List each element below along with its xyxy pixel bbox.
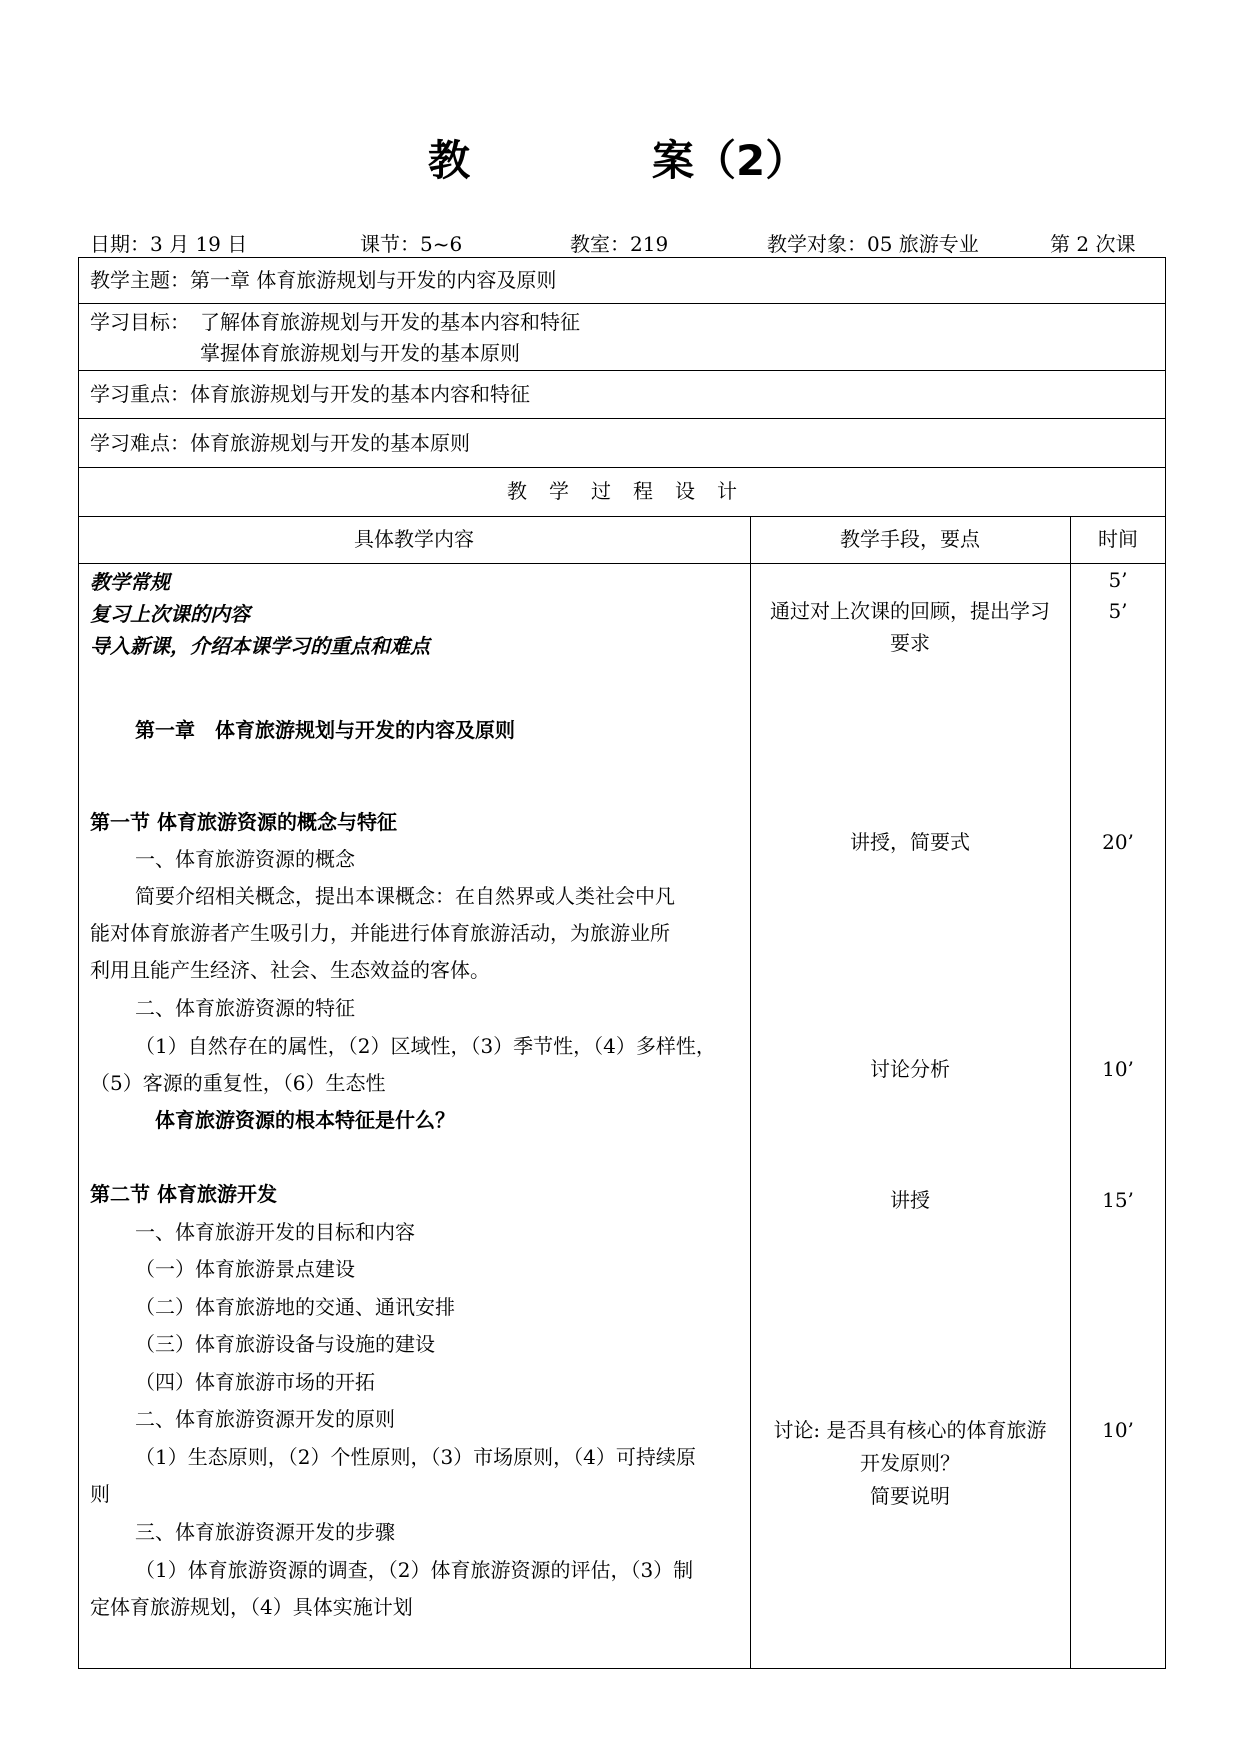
time-value: 10’ xyxy=(1102,1057,1134,1081)
method-text: 讲授，简要式 xyxy=(850,830,970,854)
method-text: 讨论: 是否具有核心的体育旅游 xyxy=(773,1418,1047,1442)
row-divider xyxy=(78,467,1166,468)
section-heading: 第一节 体育旅游资源的概念与特征 xyxy=(90,810,397,834)
document-title xyxy=(0,128,1241,188)
time-value: 10’ xyxy=(1102,1418,1134,1442)
method-text: 讨论分析 xyxy=(870,1057,950,1081)
goal-label: 学习目标： xyxy=(90,310,190,334)
row-divider xyxy=(78,516,1166,517)
section-heading: 第二节 体育旅游开发 xyxy=(90,1182,277,1206)
method-text: 开发原则？ xyxy=(860,1451,960,1475)
difficulty: 学习难点：体育旅游规划与开发的基本原则 xyxy=(90,431,470,455)
list-item: （一）体育旅游景点建设 xyxy=(135,1257,355,1281)
paragraph-line: 能对体育旅游者产生吸引力，并能进行体育旅游活动，为旅游业所 xyxy=(90,921,670,945)
subsection-heading: 二、体育旅游资源的特征 xyxy=(135,996,355,1020)
time-value: 5’ xyxy=(1108,599,1128,623)
paragraph-line: 利用且能产生经济、社会、生态效益的客体。 xyxy=(90,958,490,982)
paragraph-line: 简要介绍相关概念，提出本课概念：在自然界或人类社会中凡 xyxy=(135,884,675,908)
meta-room: 教室：219 xyxy=(570,232,669,256)
meta-audience: 教学对象：05 旅游专业 xyxy=(767,232,979,256)
process-header: 教学过程设计 xyxy=(507,479,759,503)
title-part-1: 教 xyxy=(428,136,471,185)
teaching-theme: 教学主题：第一章 体育旅游规划与开发的内容及原则 xyxy=(90,268,557,292)
paragraph-line: （1）自然存在的属性，（2）区域性，（3）季节性，（4）多样性， xyxy=(135,1034,716,1058)
routine-line: 复习上次课的内容 xyxy=(90,602,250,626)
method-text: 讲授 xyxy=(890,1188,930,1212)
subsection-heading: 一、体育旅游开发的目标和内容 xyxy=(135,1220,415,1244)
meta-period: 课节：5~6 xyxy=(360,232,463,256)
subsection-heading: 一、体育旅游资源的概念 xyxy=(135,847,355,871)
paragraph-line: 定体育旅游规划，（4）具体实施计划 xyxy=(90,1595,413,1619)
meta-date: 日期：3 月 19 日 xyxy=(90,232,248,256)
meta-lesson-no: 第 2 次课 xyxy=(1050,232,1136,256)
goal-item-1: 了解体育旅游规划与开发的基本内容和特征 xyxy=(200,310,580,334)
subsection-heading: 三、体育旅游资源开发的步骤 xyxy=(135,1520,395,1544)
list-item: （四）体育旅游市场的开拓 xyxy=(135,1370,375,1394)
method-text: 要求 xyxy=(890,631,930,655)
subsection-heading: 二、体育旅游资源开发的原则 xyxy=(135,1407,395,1431)
goal-item-2: 掌握体育旅游规划与开发的基本原则 xyxy=(200,341,520,365)
title-part-2: 案（2） xyxy=(652,136,808,185)
method-text: 简要说明 xyxy=(870,1484,950,1508)
list-item: （三）体育旅游设备与设施的建设 xyxy=(135,1332,435,1356)
column-header-time: 时间 xyxy=(1098,527,1138,551)
routine-line: 教学常规 xyxy=(90,570,170,594)
paragraph-line: 则 xyxy=(90,1482,110,1506)
time-value: 5’ xyxy=(1108,568,1128,592)
column-header-method: 教学手段，要点 xyxy=(840,527,980,551)
routine-line: 导入新课，介绍本课学习的重点和难点 xyxy=(90,634,430,658)
list-item: （二）体育旅游地的交通、通讯安排 xyxy=(135,1295,455,1319)
paragraph-line: （1）生态原则，（2）个性原则，（3）市场原则，（4）可持续原 xyxy=(135,1445,696,1469)
column-header-content: 具体教学内容 xyxy=(354,527,474,551)
method-text: 通过对上次课的回顾，提出学习 xyxy=(770,599,1050,623)
column-divider xyxy=(1070,516,1071,1669)
row-divider xyxy=(78,563,1166,564)
discussion-question: 体育旅游资源的根本特征是什么？ xyxy=(155,1108,455,1132)
chapter-heading: 第一章 体育旅游规划与开发的内容及原则 xyxy=(135,718,515,742)
row-divider xyxy=(78,303,1166,304)
time-value: 20’ xyxy=(1102,830,1134,854)
paragraph-line: （1）体育旅游资源的调查，（2）体育旅游资源的评估，（3）制 xyxy=(135,1558,694,1582)
row-divider xyxy=(78,370,1166,371)
key-point: 学习重点：体育旅游规划与开发的基本内容和特征 xyxy=(90,382,530,406)
paragraph-line: （5）客源的重复性，（6）生态性 xyxy=(90,1071,386,1095)
row-divider xyxy=(78,418,1166,419)
time-value: 15’ xyxy=(1102,1188,1134,1212)
